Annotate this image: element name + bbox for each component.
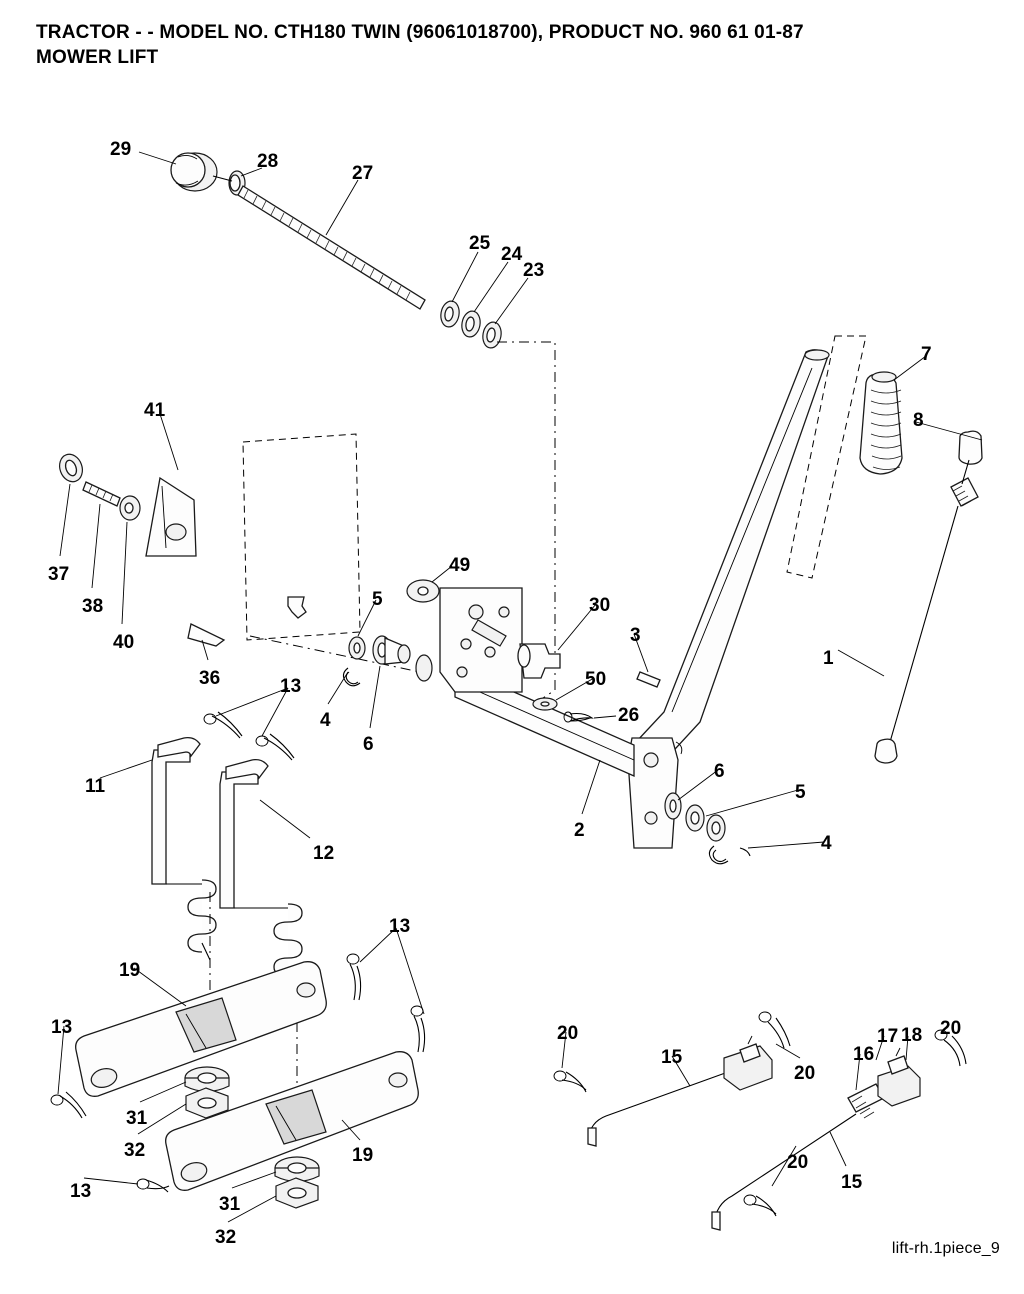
callout-20-b: 20 xyxy=(794,1063,816,1084)
part-4-retaining-ring-left xyxy=(343,668,360,686)
callout-13-d: 13 xyxy=(70,1181,92,1202)
part-7-handle-grip xyxy=(860,372,902,474)
part-27-threaded-rod xyxy=(213,176,425,309)
callout-29: 29 xyxy=(110,139,132,160)
callout-4-a: 4 xyxy=(320,710,331,731)
callout-32-a: 32 xyxy=(124,1140,146,1161)
callout-6-b: 6 xyxy=(714,761,725,782)
callout-25: 25 xyxy=(469,233,491,254)
callout-8: 8 xyxy=(913,410,924,431)
part-49-washer xyxy=(407,580,439,602)
part-13-cotter-pin-c xyxy=(347,954,361,1000)
callout-37: 37 xyxy=(48,564,70,585)
part-4-bushing-center xyxy=(416,655,432,681)
part-41-trunnion-bracket xyxy=(146,478,196,556)
callout-26: 26 xyxy=(618,705,640,726)
part-6-bushing-right-2 xyxy=(707,815,725,841)
callout-11: 11 xyxy=(85,776,106,797)
callout-4-b: 4 xyxy=(821,833,832,854)
part-17-bracket-upper xyxy=(724,1036,772,1090)
part-6-bushing-left xyxy=(373,636,410,664)
part-15-rod-upper xyxy=(588,1072,728,1146)
part-36-clip xyxy=(188,624,224,646)
callout-23: 23 xyxy=(523,260,545,281)
part-20-cotter-pin-d xyxy=(744,1195,776,1216)
part-50-washer xyxy=(533,698,557,710)
part-4-retaining-ring-right xyxy=(709,846,750,864)
part-29-knob xyxy=(171,153,217,191)
callout-19-a: 19 xyxy=(119,960,141,981)
part-15-rod-lower xyxy=(712,1114,856,1230)
callout-49: 49 xyxy=(449,555,471,576)
callout-20-d: 20 xyxy=(787,1152,809,1173)
callout-7: 7 xyxy=(921,344,932,365)
callout-5-b: 5 xyxy=(795,782,806,803)
callout-3: 3 xyxy=(630,625,641,646)
callout-13-c: 13 xyxy=(51,1017,73,1038)
part-11-lift-link xyxy=(152,738,216,960)
callout-19-b: 19 xyxy=(352,1145,374,1166)
callout-1: 1 xyxy=(823,648,834,669)
callout-6-a: 6 xyxy=(363,734,374,755)
callout-20-a: 20 xyxy=(557,1023,579,1044)
part-18-bracket-lower xyxy=(878,1048,920,1106)
part-3-roll-pin xyxy=(637,672,660,687)
part-23-washer xyxy=(481,321,503,350)
part-38-bolt xyxy=(83,482,120,506)
callout-12: 12 xyxy=(313,843,335,864)
callout-38: 38 xyxy=(82,596,104,617)
part-5-washer-right xyxy=(686,805,704,831)
part-5-bolt-head xyxy=(288,597,306,618)
part-30-pivot-bolt xyxy=(518,644,560,678)
part-13-cotter-pin-a xyxy=(204,712,242,738)
part-37-washer xyxy=(56,451,86,485)
callout-32-b: 32 xyxy=(215,1227,237,1248)
part-32-locknut-lower xyxy=(276,1178,318,1208)
part-11-spring xyxy=(188,880,216,952)
callout-15-b: 15 xyxy=(841,1172,863,1193)
callout-13-a: 13 xyxy=(280,676,302,697)
callout-2: 2 xyxy=(574,820,585,841)
part-12-lift-link xyxy=(220,760,302,984)
callout-30: 30 xyxy=(589,595,611,616)
callout-28: 28 xyxy=(257,151,279,172)
callout-13-b: 13 xyxy=(389,916,411,937)
title-line-2: MOWER LIFT xyxy=(36,47,159,68)
callout-31-a: 31 xyxy=(126,1108,148,1129)
callout-31-b: 31 xyxy=(219,1194,241,1215)
callout-41: 41 xyxy=(144,400,166,421)
callout-40: 40 xyxy=(113,632,135,653)
part-8-rod xyxy=(875,431,982,763)
drawing-code: lift-rh.1piece_9 xyxy=(891,1240,1000,1257)
part-2-lift-lever xyxy=(628,350,829,848)
part-13-cotter-pin-b xyxy=(256,734,294,760)
callout-18: 18 xyxy=(901,1025,923,1046)
callout-36: 36 xyxy=(199,668,221,689)
part-13-cotter-pin-d xyxy=(411,1006,425,1052)
callout-50: 50 xyxy=(585,669,607,690)
part-6-bushing-right xyxy=(665,793,681,819)
part-40-washer xyxy=(120,496,140,520)
callout-24: 24 xyxy=(501,244,523,265)
part-13-cotter-pin-e xyxy=(51,1092,86,1118)
callout-16: 16 xyxy=(853,1044,875,1065)
callout-20-c: 20 xyxy=(940,1018,962,1039)
part-20-cotter-pin-b xyxy=(554,1071,586,1092)
callout-17: 17 xyxy=(877,1026,899,1047)
part-5-washer-left xyxy=(349,637,365,659)
part-20-cotter-pin-a xyxy=(759,1012,790,1048)
part-13-cotter-pin-f xyxy=(137,1179,169,1192)
title-line-1: TRACTOR - - MODEL NO. CTH180 TWIN (96061018700), PRODUCT NO. 960 61 01-87 xyxy=(36,22,804,43)
part-25-washer xyxy=(439,300,461,329)
part-24-washer xyxy=(460,310,482,339)
callout-15-a: 15 xyxy=(661,1047,683,1068)
callout-27: 27 xyxy=(352,163,374,184)
part-49-bracket-plate xyxy=(440,588,522,692)
callout-5-a: 5 xyxy=(372,589,383,610)
